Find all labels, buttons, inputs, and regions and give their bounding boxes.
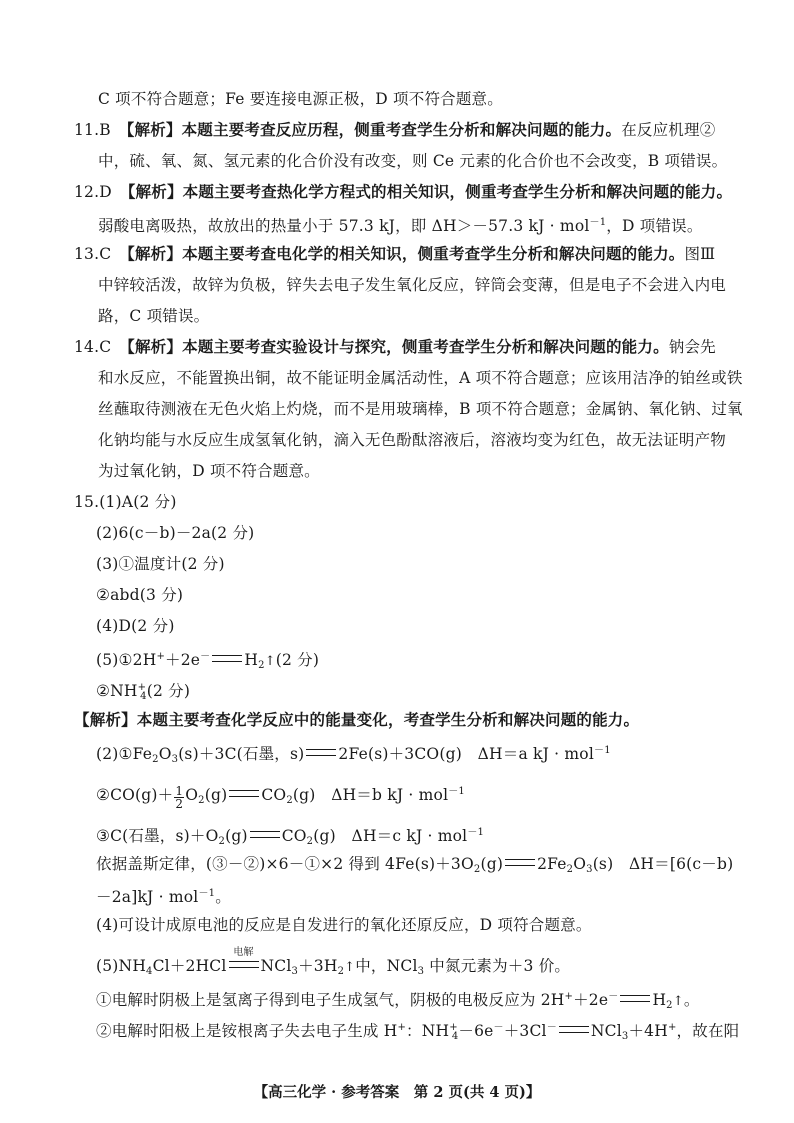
text-line: 中锌较活泼，故锌为负极，锌失去电子发生氧化反应，锌筒会变薄，但是电子不会进入内电	[98, 276, 727, 294]
answer-15-4: (4)D(2 分)	[96, 617, 175, 635]
text-line: 丝蘸取待测液在无色火焰上灼烧，而不是用玻璃棒，B 项不符合题意；金属钠、氧化钠、过氧	[98, 400, 743, 418]
answer-15-5b: $②NH^+_4(2$ 分)	[96, 682, 191, 702]
answer-14: 14.C 【解析】本题主要考查实验设计与探究，侧重考查学生分析和解决问题的能力。钠会先	[74, 337, 716, 356]
fraction-one-half: $\frac{1}{2}$	[175, 784, 184, 811]
answer-15-3a: (3)①温度计(2 分)	[96, 555, 225, 573]
text-line: 和水反应，不能置换出铜，故不能证明金属活动性，A 项不符合题意；应该用洁净的铂丝或铁	[98, 369, 743, 387]
answer-15-1: 15.(1)A(2 分)	[74, 493, 177, 511]
hess-law-line-2: －2a]kJ · mol$^{-1}$。	[96, 888, 231, 906]
page-footer: 【高三化学 · 参考答案 第 2 页(共 4 页)】	[253, 1084, 541, 1101]
answer-11: 11.B 【解析】本题主要考查反应历程，侧重考查学生分析和解决问题的能力。在反应机理②	[74, 120, 716, 139]
text-line: 弱酸电离吸热，故放出的热量小于 57.3 kJ，即 ΔH＞－57.3 kJ · mol$^{-1}$，D 项错误。	[98, 217, 703, 235]
explanation-5a: ①电解时阴极上是氢离子得到电子生成氢气，阴极的电极反应为 2H+＋2e－ $H_2↑$。	[96, 991, 700, 1011]
answer-13: 13.C 【解析】本题主要考查电化学的相关知识，侧重考查学生分析和解决问题的能力。图Ⅲ	[74, 244, 716, 263]
explanation-5: $(5)NH_4Cl+2HCl$ 电解 $NCl_3+3H_2↑$中，NCl$_3$ 中氮元素为＋3 价。	[96, 947, 571, 977]
hess-law-line: 依据盖斯定律，(③－②)×6－①×2 得到 $4Fe(s)+3O_2(g)$ $2Fe_2O_3(s)$ ΔH＝[6(c－b)	[96, 855, 734, 875]
explanation-heading: 【解析】本题主要考查化学反应中的能量变化，考查学生分析和解决问题的能力。	[74, 710, 640, 729]
text-line: C 项不符合题意；Fe 要连接电源正极，D 项不符合题意。	[98, 90, 503, 108]
equation-1: $(2)①Fe_2O_3(s)+3C$(石墨，s) 2Fe(s)＋3CO(g) ΔH＝a kJ · mol$^{-1}$	[96, 745, 611, 765]
text-line: 路，C 项错误。	[98, 307, 210, 325]
equation-3: ③C(石墨，$s)+O_2(g)$ $CO_2(g)$ ΔH＝c kJ · mol$^{-1}$	[96, 827, 485, 847]
text-line: 中，硫、氧、氮、氢元素的化合价没有改变，则 Ce 元素的化合价也不会改变，B 项错误。	[98, 152, 728, 170]
electrolysis-sign: 电解	[229, 961, 259, 968]
answer-15-3b: ②abd(3 分)	[96, 586, 184, 604]
text-line: 化钠均能与水反应生成氢氧化钠，滴入无色酚酞溶液后，溶液均变为红色，故无法证明产物	[98, 431, 727, 449]
explanation-4: (4)可设计成原电池的反应是自发进行的氧化还原反应，D 项符合题意。	[96, 916, 592, 934]
equation-2: ②CO(g)＋ $\frac{1}{2}$ $O_2(g)$ $CO_2(g)$ ΔH＝b kJ · mol$^{-1}$	[96, 784, 465, 811]
answer-15-5a: (5)①2H+＋2e－ $H_2↑(2$ 分)	[96, 651, 320, 671]
explanation-5b: ②电解时阳极上是铵根离子失去电子生成 H+：$NH^+_4-6e^-+3Cl^-$ NCl$_3$＋4H+，故在阳	[96, 1022, 740, 1042]
answer-15-2: (2)6(c－b)－2a(2 分)	[96, 524, 255, 542]
text-line: 为过氧化钠，D 项不符合题意。	[98, 462, 320, 480]
answer-12: 12.D 【解析】本题主要考查热化学方程式的相关知识，侧重考查学生分析和解决问题的能力。	[74, 182, 733, 201]
